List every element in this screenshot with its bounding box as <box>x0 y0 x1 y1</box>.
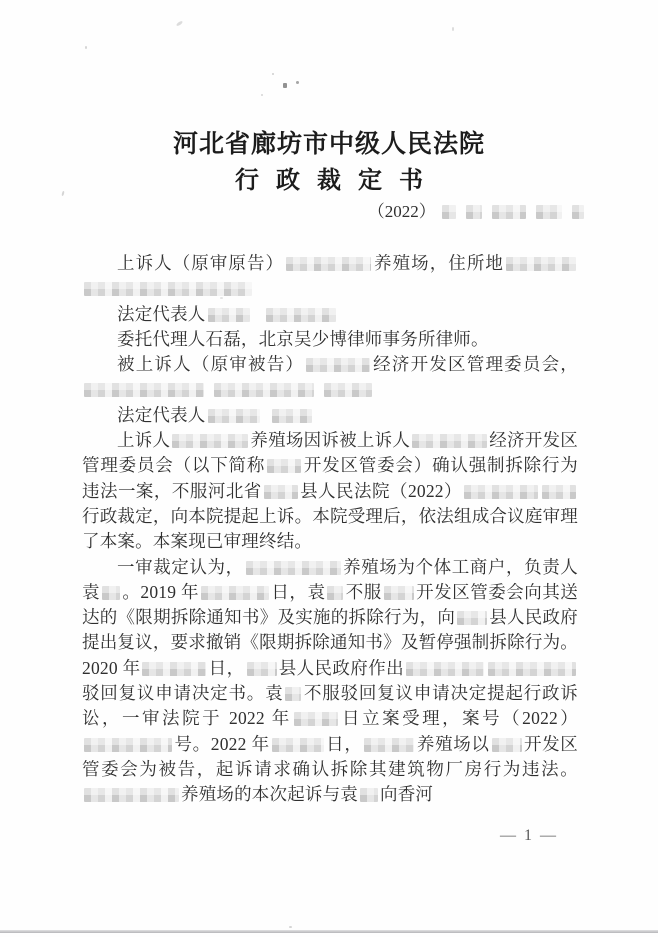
redaction-block <box>542 485 576 499</box>
redaction-gap <box>206 394 212 395</box>
redaction-block <box>466 205 482 219</box>
redaction-block <box>267 459 301 473</box>
redaction-block <box>266 308 336 322</box>
redaction-block <box>294 712 338 726</box>
redaction-block <box>247 662 277 676</box>
redaction-block <box>572 205 584 219</box>
paragraph-first-instance-ruling <box>82 555 578 808</box>
document-title: 行政裁定书 <box>235 168 440 194</box>
scan-noise <box>261 94 263 96</box>
redaction-block <box>364 738 414 752</box>
scan-edge-shadow <box>0 930 658 933</box>
redaction-block <box>246 561 341 575</box>
redaction-block <box>201 586 269 600</box>
text-run: 经济开发区管理委员会（以下简称 <box>82 430 578 476</box>
redaction-block <box>84 383 204 397</box>
redaction-block <box>84 282 252 296</box>
paragraph-appellant <box>82 251 578 302</box>
text-run: 日， <box>208 657 245 678</box>
text-run: 不服 <box>345 581 382 602</box>
text-run: 被上诉人（原审被告） <box>117 354 305 375</box>
redaction-block <box>464 485 538 499</box>
document-body <box>82 251 578 808</box>
text-run: 养殖场因诉被上诉人 <box>250 430 411 451</box>
text-run: 开发区管委会向其送达的《限期拆除通知书》及实施的拆除行为，向 <box>82 581 578 628</box>
redaction-block <box>286 257 371 271</box>
redaction-block <box>172 434 248 448</box>
redaction-block <box>360 788 378 802</box>
text-run: 养殖场，住所地 <box>373 253 504 273</box>
text-run: 向香河 <box>380 784 434 805</box>
paragraph-case-summary <box>82 428 578 554</box>
text-run: 上诉人（原审原告） <box>117 253 285 273</box>
redaction-block <box>442 205 456 219</box>
paragraph-appellee-legal-representative <box>82 403 578 428</box>
text-run: 县人民政府提出复议，要求撤销《限期拆除通知书》及暂停强制拆除行为。2020 年 <box>82 607 579 678</box>
redaction-block <box>264 485 298 499</box>
text-run: 县人民法院（2022） <box>299 480 463 501</box>
redaction-block <box>208 308 250 322</box>
redaction-block <box>84 788 179 802</box>
text-run: 法定代表人 <box>117 404 206 425</box>
redaction-block <box>285 687 301 701</box>
redaction-gap <box>484 216 490 217</box>
text-run: 日，袁 <box>271 581 326 602</box>
text-run: 开发区管委会）确认强制拆除行为违法一案，不服河北省 <box>82 455 579 501</box>
text-run: 上诉人 <box>117 430 171 451</box>
scan-noise <box>272 73 274 75</box>
redaction-block <box>214 383 314 397</box>
scan-noise <box>296 81 299 84</box>
redaction-block <box>84 738 172 752</box>
redaction-block <box>142 662 206 676</box>
scan-noise <box>452 27 454 31</box>
text-run: 不服驳回复议申请决定提起行政诉讼，一审法院于 2022 年 <box>82 683 579 729</box>
text-run: 日立案受理，案号（2022） <box>339 708 578 729</box>
text-run: 号。2022 年 <box>174 733 270 754</box>
redaction-block <box>102 586 120 600</box>
redaction-block <box>327 586 343 600</box>
text-run: 养殖场以 <box>416 733 490 754</box>
redaction-gap <box>252 319 264 320</box>
case-number-line <box>0 200 658 224</box>
redaction-block <box>324 383 372 397</box>
redaction-gap <box>316 394 322 395</box>
text-run: 日， <box>325 733 363 754</box>
text-run: 养殖场为个体工商户，负责人袁 <box>82 556 578 602</box>
court-name: 河北省廊坊市中级人民法院 <box>172 131 485 158</box>
redaction-block <box>536 205 562 219</box>
redaction-block <box>272 738 324 752</box>
paragraph-appellant-legal-representative <box>82 302 578 327</box>
redaction-block <box>306 358 370 372</box>
scan-noise <box>283 83 287 88</box>
redaction-gap <box>262 420 270 421</box>
page-number: — 1 — <box>500 827 558 844</box>
redaction-gap <box>564 216 570 217</box>
redaction-gap <box>528 216 534 217</box>
text-run: 行政裁定，向本院提起上诉。本院受理后，依法组成合议庭审理了本案。本案现已审理终结。 <box>82 505 578 552</box>
paragraph-appellee <box>82 352 578 403</box>
redaction-gap <box>458 216 464 217</box>
scan-noise <box>289 926 292 928</box>
redaction-block <box>457 611 487 625</box>
text-run: 开发区管委会为被告，起诉请求确认拆除其建筑物厂房行为违法。 <box>82 733 578 779</box>
redaction-block <box>384 586 414 600</box>
text-run: 一审裁定认为， <box>117 556 244 577</box>
text-run: 委托代理人石磊，北京吴少博律师事务所律师。 <box>117 328 489 349</box>
text-run: 经济开发区管理委员会， <box>372 354 578 375</box>
redaction-block <box>506 257 576 271</box>
scan-noise <box>85 46 87 49</box>
case-number-year: （2022） <box>367 202 436 221</box>
scan-noise <box>220 297 223 299</box>
redaction-block <box>412 434 487 448</box>
redaction-block <box>492 738 522 752</box>
redaction-block <box>208 409 260 423</box>
redaction-block <box>272 409 312 423</box>
case-number-redactions <box>440 202 586 221</box>
text-run: 县人民政府作出 <box>278 657 405 678</box>
text-run: 养殖场的本次起诉与袁 <box>181 784 358 805</box>
text-run: 法定代表人 <box>117 303 206 324</box>
text-run: 驳回复议申请决定书。袁 <box>82 683 284 704</box>
text-run: 。2019 年 <box>122 581 200 602</box>
redaction-block <box>492 205 526 219</box>
redaction-block <box>406 662 484 676</box>
paragraph-appellant-agent <box>82 327 578 352</box>
redaction-block <box>488 662 576 676</box>
